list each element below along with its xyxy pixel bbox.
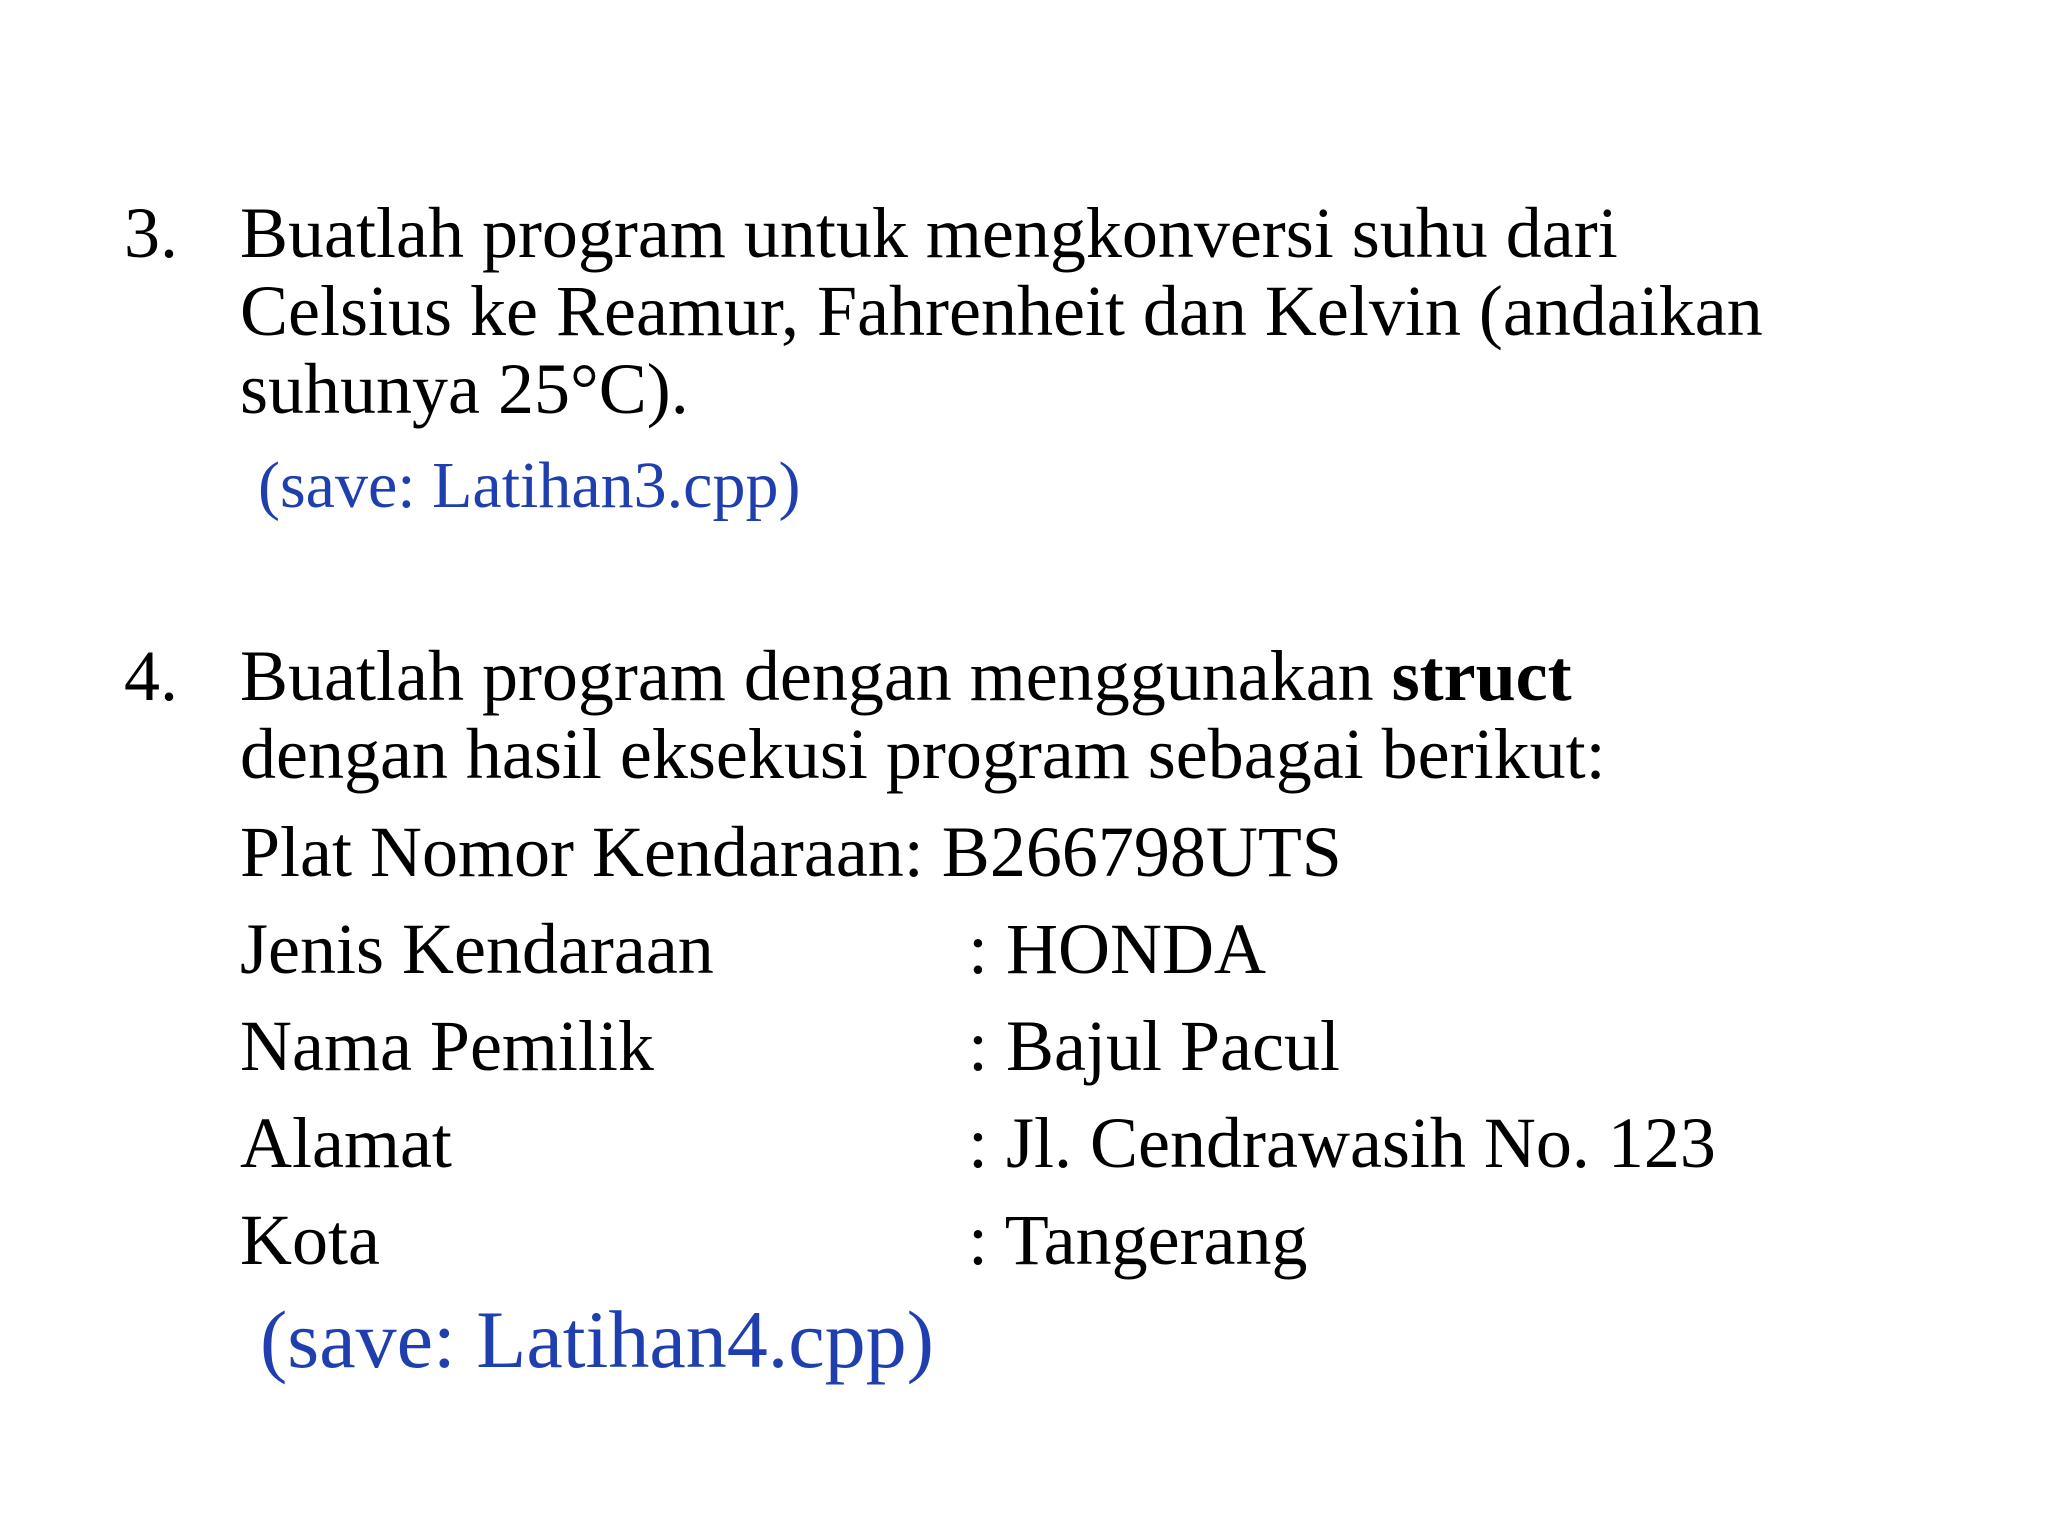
plate-number-label: Plat Nomor Kendaraan [240, 812, 904, 892]
item-4-line-1-text: Buatlah program dengan menggunakan [240, 636, 1392, 716]
plate-number-value: : B266798UTS [903, 812, 1342, 892]
city-row [240, 1195, 1308, 1285]
item-3-line-3: suhunya 25°C). [240, 349, 689, 429]
item-3-line-1: Buatlah program untuk mengkonversi suhu dari [240, 193, 1618, 273]
owner-name-row [240, 1001, 1340, 1091]
address-label: Alamat [240, 1103, 452, 1183]
vehicle-type-value: : HONDA [968, 909, 1266, 989]
vehicle-type-label: Jenis Kendaraan [240, 909, 714, 989]
address-row [240, 1098, 1716, 1188]
item-4-line-1 [240, 637, 1572, 715]
item-3-number: 3. [124, 193, 178, 273]
city-label: Kota [240, 1200, 380, 1280]
address-value: : Jl. Cendrawasih No. 123 [968, 1103, 1716, 1183]
item-4-line-2: dengan hasil eksekusi program sebagai berikut: [240, 714, 1606, 794]
plate-number-row [240, 807, 1342, 897]
city-value: : Tangerang [968, 1200, 1308, 1280]
item-3-save-note: (save: Latihan3.cpp) [258, 449, 801, 522]
owner-name-value: : Bajul Pacul [968, 1006, 1340, 1086]
owner-name-label: Nama Pemilik [240, 1006, 654, 1086]
item-4-save-note: (save: Latihan4.cpp) [260, 1294, 934, 1385]
item-3-line-2: Celsius ke Reamur, Fahrenheit dan Kelvin (andaikan [240, 271, 1763, 351]
item-4-number: 4. [124, 636, 178, 716]
vehicle-type-row [240, 904, 1266, 994]
struct-keyword: struct [1391, 636, 1572, 716]
